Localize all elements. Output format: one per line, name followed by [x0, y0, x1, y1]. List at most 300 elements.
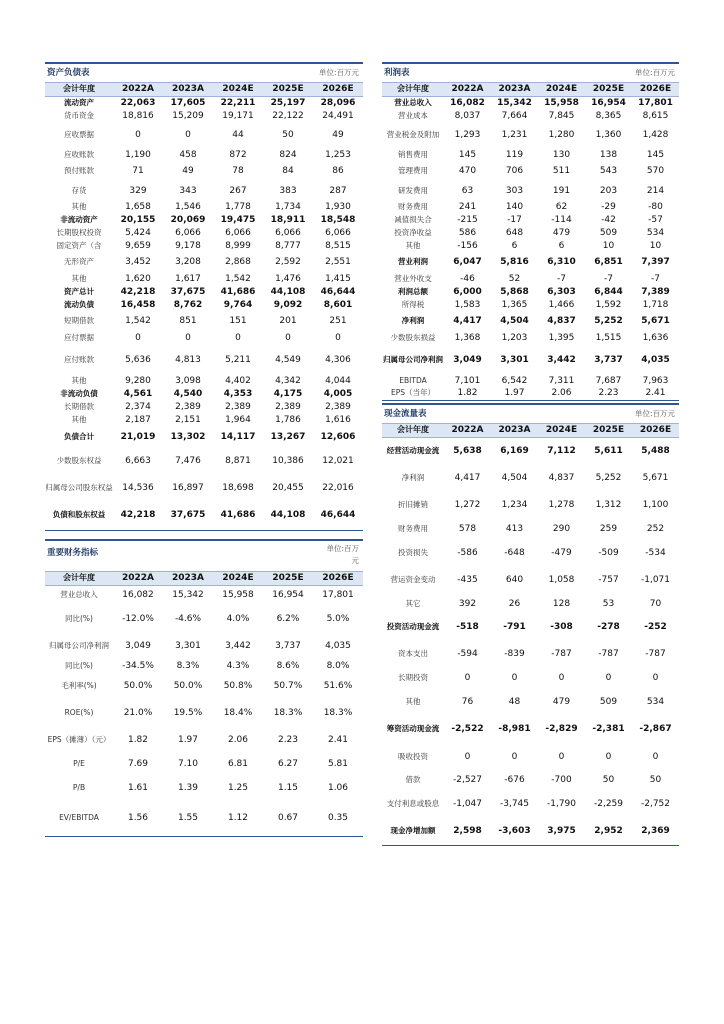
value-cell: 1.97 [504, 388, 525, 399]
value-cell: 18.4% [223, 707, 253, 718]
value-cell: 86 [332, 166, 344, 176]
value-cell: 6,310 [547, 257, 576, 267]
value-cell: 0 [135, 333, 141, 343]
row-label: 所得税 [401, 299, 425, 309]
value-cell: 4,837 [547, 316, 576, 326]
row-label: 折旧摊销 [398, 500, 428, 509]
value-cell: -7 [557, 273, 566, 284]
value-cell: 21.0% [123, 707, 153, 718]
value-cell: -80 [648, 201, 663, 212]
value-cell: 22,063 [120, 97, 156, 108]
row-label: 营业利润 [398, 257, 428, 266]
value-cell: 470 [458, 166, 477, 176]
row-label: 其它 [405, 598, 421, 608]
value-cell: 1,542 [225, 273, 251, 284]
table-row [382, 122, 679, 148]
value-cell: 9,178 [175, 240, 201, 251]
value-cell: 119 [505, 149, 524, 160]
value-cell: 586 [458, 227, 477, 238]
table-row [382, 213, 679, 226]
table-row [382, 311, 679, 331]
table-row [45, 605, 363, 632]
header-row [382, 424, 679, 437]
value-cell: 15,958 [222, 590, 254, 601]
header-year-cell: 2025E [585, 424, 632, 437]
value-cell: -791 [503, 621, 526, 632]
value-cell: 1,930 [325, 201, 351, 212]
value-cell: 3,452 [125, 257, 151, 267]
value-cell: 16,897 [172, 482, 204, 493]
value-cell: 50 [649, 775, 662, 785]
row-label: 管理费用 [398, 166, 428, 175]
value-cell: 1.82 [457, 388, 478, 399]
value-cell: 4,353 [223, 388, 253, 399]
value-cell: 392 [458, 598, 477, 609]
table-row [45, 632, 363, 659]
table-row [45, 413, 363, 427]
table-row [45, 387, 363, 400]
header-year-cell: 2026E [313, 572, 363, 585]
row-label: 少数股东权益 [56, 455, 102, 465]
table-row [45, 239, 363, 252]
row-label: 应收账款 [64, 149, 94, 159]
key-ratios-panel [45, 539, 363, 837]
value-cell: 509 [599, 227, 618, 238]
table-row [382, 387, 679, 400]
table-row [382, 539, 679, 566]
table-row [382, 715, 679, 743]
value-cell: 50 [602, 775, 615, 785]
value-cell: 42,218 [120, 510, 156, 521]
table-row [45, 501, 363, 530]
value-cell: 3,442 [225, 640, 251, 651]
cash-flow-panel [382, 403, 679, 846]
table-row [382, 594, 679, 613]
value-cell: 1,368 [454, 333, 481, 343]
value-cell: 8,777 [275, 240, 301, 251]
value-cell: 1,515 [595, 333, 622, 343]
table-row [382, 519, 679, 539]
value-cell: 145 [458, 149, 477, 160]
income-statement-table [382, 83, 679, 401]
value-cell: 16,082 [122, 590, 154, 601]
value-cell: 2,187 [125, 415, 151, 425]
value-cell: -252 [644, 621, 667, 632]
value-cell: 5,816 [500, 257, 529, 267]
value-cell: -7 [604, 273, 613, 284]
value-cell: 2,952 [594, 825, 623, 836]
value-cell: 44 [232, 130, 244, 140]
value-cell: 2,598 [453, 825, 482, 836]
balance-sheet-title-bar [45, 62, 363, 83]
value-cell: 4,417 [454, 472, 481, 483]
table-row [45, 447, 363, 474]
header-year-cell: 2024E [538, 424, 585, 437]
value-cell: 50 [282, 130, 294, 140]
value-cell: 5,424 [125, 227, 151, 238]
value-cell: 130 [552, 149, 571, 160]
value-cell: 2.06 [227, 735, 249, 745]
row-label: 负债和股东权益 [52, 510, 106, 520]
value-cell: 5,211 [225, 354, 251, 365]
table-row [45, 298, 363, 311]
row-label: 研发费用 [398, 185, 428, 195]
row-label: 现金净增加额 [390, 825, 436, 835]
value-cell: 0 [185, 130, 191, 140]
value-cell: 4,837 [548, 472, 575, 483]
row-label: 应付票据 [64, 333, 94, 342]
row-label: 归属母公司净利润 [49, 640, 109, 650]
row-label: 净利润 [401, 472, 425, 482]
value-cell: -435 [457, 575, 478, 585]
row-label: 长期投资 [398, 673, 428, 682]
table-row [45, 311, 363, 331]
value-cell: 8,615 [642, 110, 669, 121]
value-cell: 329 [129, 185, 147, 196]
value-cell: 6 [558, 240, 565, 251]
cash-flow-unit: 单位:百万元 [634, 409, 675, 418]
header-year-cell: 2025E [263, 572, 313, 585]
value-cell: 0 [335, 333, 341, 343]
value-cell: 5,636 [125, 354, 151, 365]
value-cell: 191 [552, 185, 571, 196]
row-label: EPS（摊薄）（元） [47, 735, 111, 744]
header-year-cell: 2026E [632, 424, 679, 437]
value-cell: 6,066 [225, 227, 251, 238]
value-cell: 1.15 [277, 782, 299, 793]
table-row [382, 743, 679, 770]
header-year-cell: 2022A [444, 424, 491, 437]
value-cell: 8,871 [225, 455, 251, 466]
row-label: 销售费用 [398, 149, 428, 159]
value-cell: 6,303 [547, 286, 576, 297]
value-cell: 49 [182, 166, 194, 176]
value-cell: 20,155 [120, 214, 156, 225]
header-year-cell: 2022A [113, 572, 163, 585]
value-cell: 17,801 [638, 97, 673, 108]
table-row [382, 331, 679, 345]
value-cell: 7,311 [548, 375, 575, 386]
value-cell: -114 [551, 214, 572, 225]
header-year-cell: 2026E [632, 83, 679, 96]
value-cell: 0 [135, 130, 141, 140]
row-label: 筹资活动现金流 [386, 724, 440, 733]
value-cell: 22,211 [220, 97, 256, 108]
value-cell: 44,108 [270, 510, 306, 521]
value-cell: 1,365 [501, 299, 528, 310]
row-label: 吸收投资 [398, 751, 428, 761]
value-cell: 15,342 [172, 590, 204, 601]
row-label: EPS（当年） [390, 388, 436, 398]
value-cell: 8.3% [176, 660, 200, 671]
table-row [45, 161, 363, 181]
value-cell: 28,096 [320, 97, 356, 108]
value-cell: 26 [508, 598, 521, 609]
value-cell: 13,267 [270, 432, 306, 442]
value-cell: 2.41 [645, 388, 666, 399]
value-cell: 1,100 [642, 500, 669, 510]
value-cell: 1,658 [125, 201, 151, 212]
value-cell: 543 [599, 166, 618, 176]
value-cell: 7,845 [548, 110, 575, 121]
value-cell: 17,605 [170, 97, 206, 108]
value-cell: 42,218 [120, 286, 156, 297]
value-cell: 6,542 [501, 375, 528, 386]
value-cell: 20,455 [272, 482, 304, 493]
value-cell: 1,280 [548, 130, 575, 140]
row-label: EBITDA [399, 375, 427, 385]
value-cell: 8,515 [325, 240, 351, 251]
value-cell: 37,675 [170, 286, 206, 297]
row-label: 资产总计 [64, 286, 94, 296]
value-cell: 640 [505, 575, 524, 585]
header-row [45, 83, 363, 96]
value-cell: 1.39 [177, 782, 199, 793]
value-cell: -518 [456, 621, 479, 632]
row-label: 投资损失 [398, 547, 428, 557]
value-cell: 9,764 [223, 299, 253, 310]
value-cell: 1,592 [595, 299, 622, 310]
value-cell: 37,675 [170, 510, 206, 521]
value-cell: 509 [599, 696, 618, 707]
value-cell: 3,442 [547, 354, 576, 365]
table-row [45, 585, 363, 605]
value-cell: 5,638 [453, 445, 482, 456]
value-cell: 1,466 [548, 299, 575, 310]
value-cell: 3,737 [275, 640, 301, 651]
row-label: 长期股权投资 [56, 227, 102, 237]
value-cell: 15,209 [172, 110, 204, 121]
value-cell: -46 [460, 273, 475, 284]
value-cell: 16,458 [120, 299, 156, 310]
table-row [45, 345, 363, 374]
value-cell: 84 [282, 166, 294, 176]
value-cell: -586 [457, 547, 478, 558]
row-label: 货币资金 [64, 110, 94, 120]
table-row [45, 400, 363, 413]
value-cell: 0 [511, 673, 518, 683]
value-cell: 12,021 [322, 455, 354, 466]
value-cell: 2.41 [327, 735, 349, 745]
value-cell: 41,686 [220, 286, 256, 297]
value-cell: 267 [229, 185, 247, 196]
row-label: 支付利息或股息 [386, 798, 440, 808]
value-cell: 6,066 [175, 227, 201, 238]
table-row [45, 474, 363, 501]
table-row [382, 239, 679, 252]
row-label: 无形资产 [64, 257, 94, 266]
value-cell: 145 [646, 149, 665, 160]
value-cell: 4.0% [226, 613, 250, 624]
value-cell: 4,504 [501, 472, 528, 483]
balance-sheet-unit: 单位:百万元 [318, 68, 359, 77]
row-label: P/B [72, 782, 86, 792]
value-cell: 0 [285, 333, 291, 343]
header-year-cell: 2026E [313, 83, 363, 96]
row-label: 负债合计 [64, 432, 94, 441]
value-cell: 201 [279, 316, 297, 326]
value-cell: 383 [279, 185, 297, 196]
value-cell: 0 [558, 751, 565, 762]
value-cell: 1.82 [127, 735, 149, 745]
value-cell: 241 [458, 201, 477, 212]
value-cell: 22,122 [272, 110, 304, 121]
header-year-cell: 2022A [113, 83, 163, 96]
value-cell: 46,644 [320, 510, 356, 521]
value-cell: 46,644 [320, 286, 356, 297]
table-row [382, 298, 679, 311]
table-row [382, 668, 679, 688]
value-cell: 16,954 [591, 97, 626, 108]
row-label: 净利润 [401, 316, 425, 325]
value-cell: 3,301 [500, 354, 529, 365]
value-cell: 2,592 [275, 257, 301, 267]
value-cell: 19.5% [173, 707, 203, 718]
value-cell: 48 [508, 696, 521, 707]
row-label: 营业税金及附加 [386, 130, 440, 139]
value-cell: -534 [645, 547, 666, 558]
value-cell: 7,389 [641, 286, 670, 297]
row-label: 借款 [405, 775, 421, 784]
value-cell: 2,369 [641, 825, 670, 836]
key-ratios-table [45, 572, 363, 837]
value-cell: -278 [597, 621, 620, 632]
row-label: 同比(%) [65, 660, 93, 670]
value-cell: -676 [504, 775, 525, 785]
table-row [45, 181, 363, 200]
value-cell: -42 [601, 214, 616, 225]
value-cell: 1,428 [642, 130, 669, 140]
value-cell: 0 [464, 673, 471, 683]
table-row [45, 96, 363, 109]
value-cell: 0.67 [277, 813, 299, 824]
balance-sheet-table [45, 83, 363, 531]
row-label: 其他 [405, 240, 421, 250]
value-cell: 8,037 [454, 110, 481, 121]
value-cell: 18.3% [323, 707, 353, 718]
value-cell: 578 [458, 524, 477, 534]
value-cell: 6,066 [325, 227, 351, 238]
value-cell: 2,389 [275, 401, 301, 412]
value-cell: 76 [461, 696, 474, 707]
value-cell: 78 [232, 166, 244, 176]
value-cell: 138 [599, 149, 618, 160]
table-row [382, 285, 679, 298]
row-label: 减值损失合 [394, 214, 432, 224]
header-label-cell: 会计年度 [382, 83, 444, 96]
income-statement-panel [382, 62, 679, 401]
value-cell: 50.8% [223, 680, 253, 691]
value-cell: 6.2% [276, 613, 300, 624]
row-label: 同比(%) [65, 613, 93, 623]
value-cell: 872 [229, 149, 247, 160]
value-cell: 6,844 [594, 286, 623, 297]
table-row [382, 345, 679, 374]
row-label: 存货 [71, 185, 87, 195]
value-cell: -2,829 [545, 724, 578, 734]
value-cell: -700 [551, 775, 572, 785]
value-cell: 4,035 [641, 354, 670, 365]
table-row [382, 109, 679, 122]
value-cell: -1,071 [640, 575, 670, 585]
value-cell: 16,082 [450, 97, 485, 108]
header-year-cell: 2022A [444, 83, 491, 96]
key-ratios-title: 重要财务指标 [47, 548, 99, 558]
value-cell: 570 [646, 166, 665, 176]
value-cell: 4,005 [323, 388, 353, 399]
value-cell: -29 [601, 201, 616, 212]
table-row [382, 161, 679, 181]
value-cell: 4.3% [226, 660, 250, 671]
value-cell: 203 [599, 185, 618, 196]
header-year-cell: 2023A [163, 572, 213, 585]
value-cell: -509 [598, 547, 619, 558]
value-cell: 6.81 [227, 759, 249, 769]
value-cell: 3,049 [125, 640, 151, 651]
value-cell: 4,044 [325, 375, 351, 386]
value-cell: 9,659 [125, 240, 151, 251]
table-row [382, 790, 679, 817]
value-cell: 1,617 [175, 273, 201, 284]
row-label: EV/EBITDA [59, 813, 99, 823]
row-label: 非流动负债 [60, 388, 98, 398]
value-cell: -2,867 [639, 724, 672, 734]
value-cell: -787 [551, 649, 572, 659]
value-cell: 14,536 [122, 482, 154, 493]
value-cell: 24,491 [322, 110, 354, 121]
value-cell: 4,549 [275, 354, 301, 365]
value-cell: 6,066 [275, 227, 301, 238]
value-cell: 50.0% [123, 680, 153, 691]
value-cell: 7,101 [454, 375, 481, 386]
value-cell: 343 [179, 185, 197, 196]
value-cell: 3,098 [175, 375, 201, 386]
row-label: 少数股东损益 [390, 333, 436, 342]
value-cell: 14,117 [220, 432, 256, 442]
table-row [382, 817, 679, 845]
value-cell: 3,975 [547, 825, 576, 836]
table-row [45, 801, 363, 836]
row-label: 非流动资产 [60, 214, 98, 224]
value-cell: 44,108 [270, 286, 306, 297]
value-cell: 21,019 [120, 432, 156, 442]
header-year-cell: 2025E [585, 83, 632, 96]
table-row [45, 252, 363, 272]
row-label: 经营活动现金流 [386, 445, 440, 455]
value-cell: 1,234 [501, 500, 528, 510]
value-cell: 1.56 [127, 813, 149, 824]
value-cell: 1,616 [325, 415, 351, 425]
value-cell: 1,476 [275, 273, 301, 284]
value-cell: 49 [332, 130, 344, 140]
value-cell: 10 [602, 240, 615, 251]
value-cell: 7,397 [641, 257, 670, 267]
value-cell: 3,737 [594, 354, 623, 365]
value-cell: 8,762 [173, 299, 203, 310]
value-cell: 1,272 [454, 500, 481, 510]
value-cell: 10 [649, 240, 662, 251]
value-cell: 1.06 [327, 782, 349, 793]
balance-sheet-panel [45, 62, 363, 531]
header-year-cell: 2024E [213, 83, 263, 96]
value-cell: 1,395 [548, 333, 575, 343]
table-row [382, 688, 679, 715]
row-label: 其他 [71, 201, 87, 211]
header-year-cell: 2024E [538, 83, 585, 96]
value-cell: -2,527 [452, 775, 482, 785]
value-cell: 1,058 [548, 575, 575, 585]
table-row [45, 200, 363, 213]
